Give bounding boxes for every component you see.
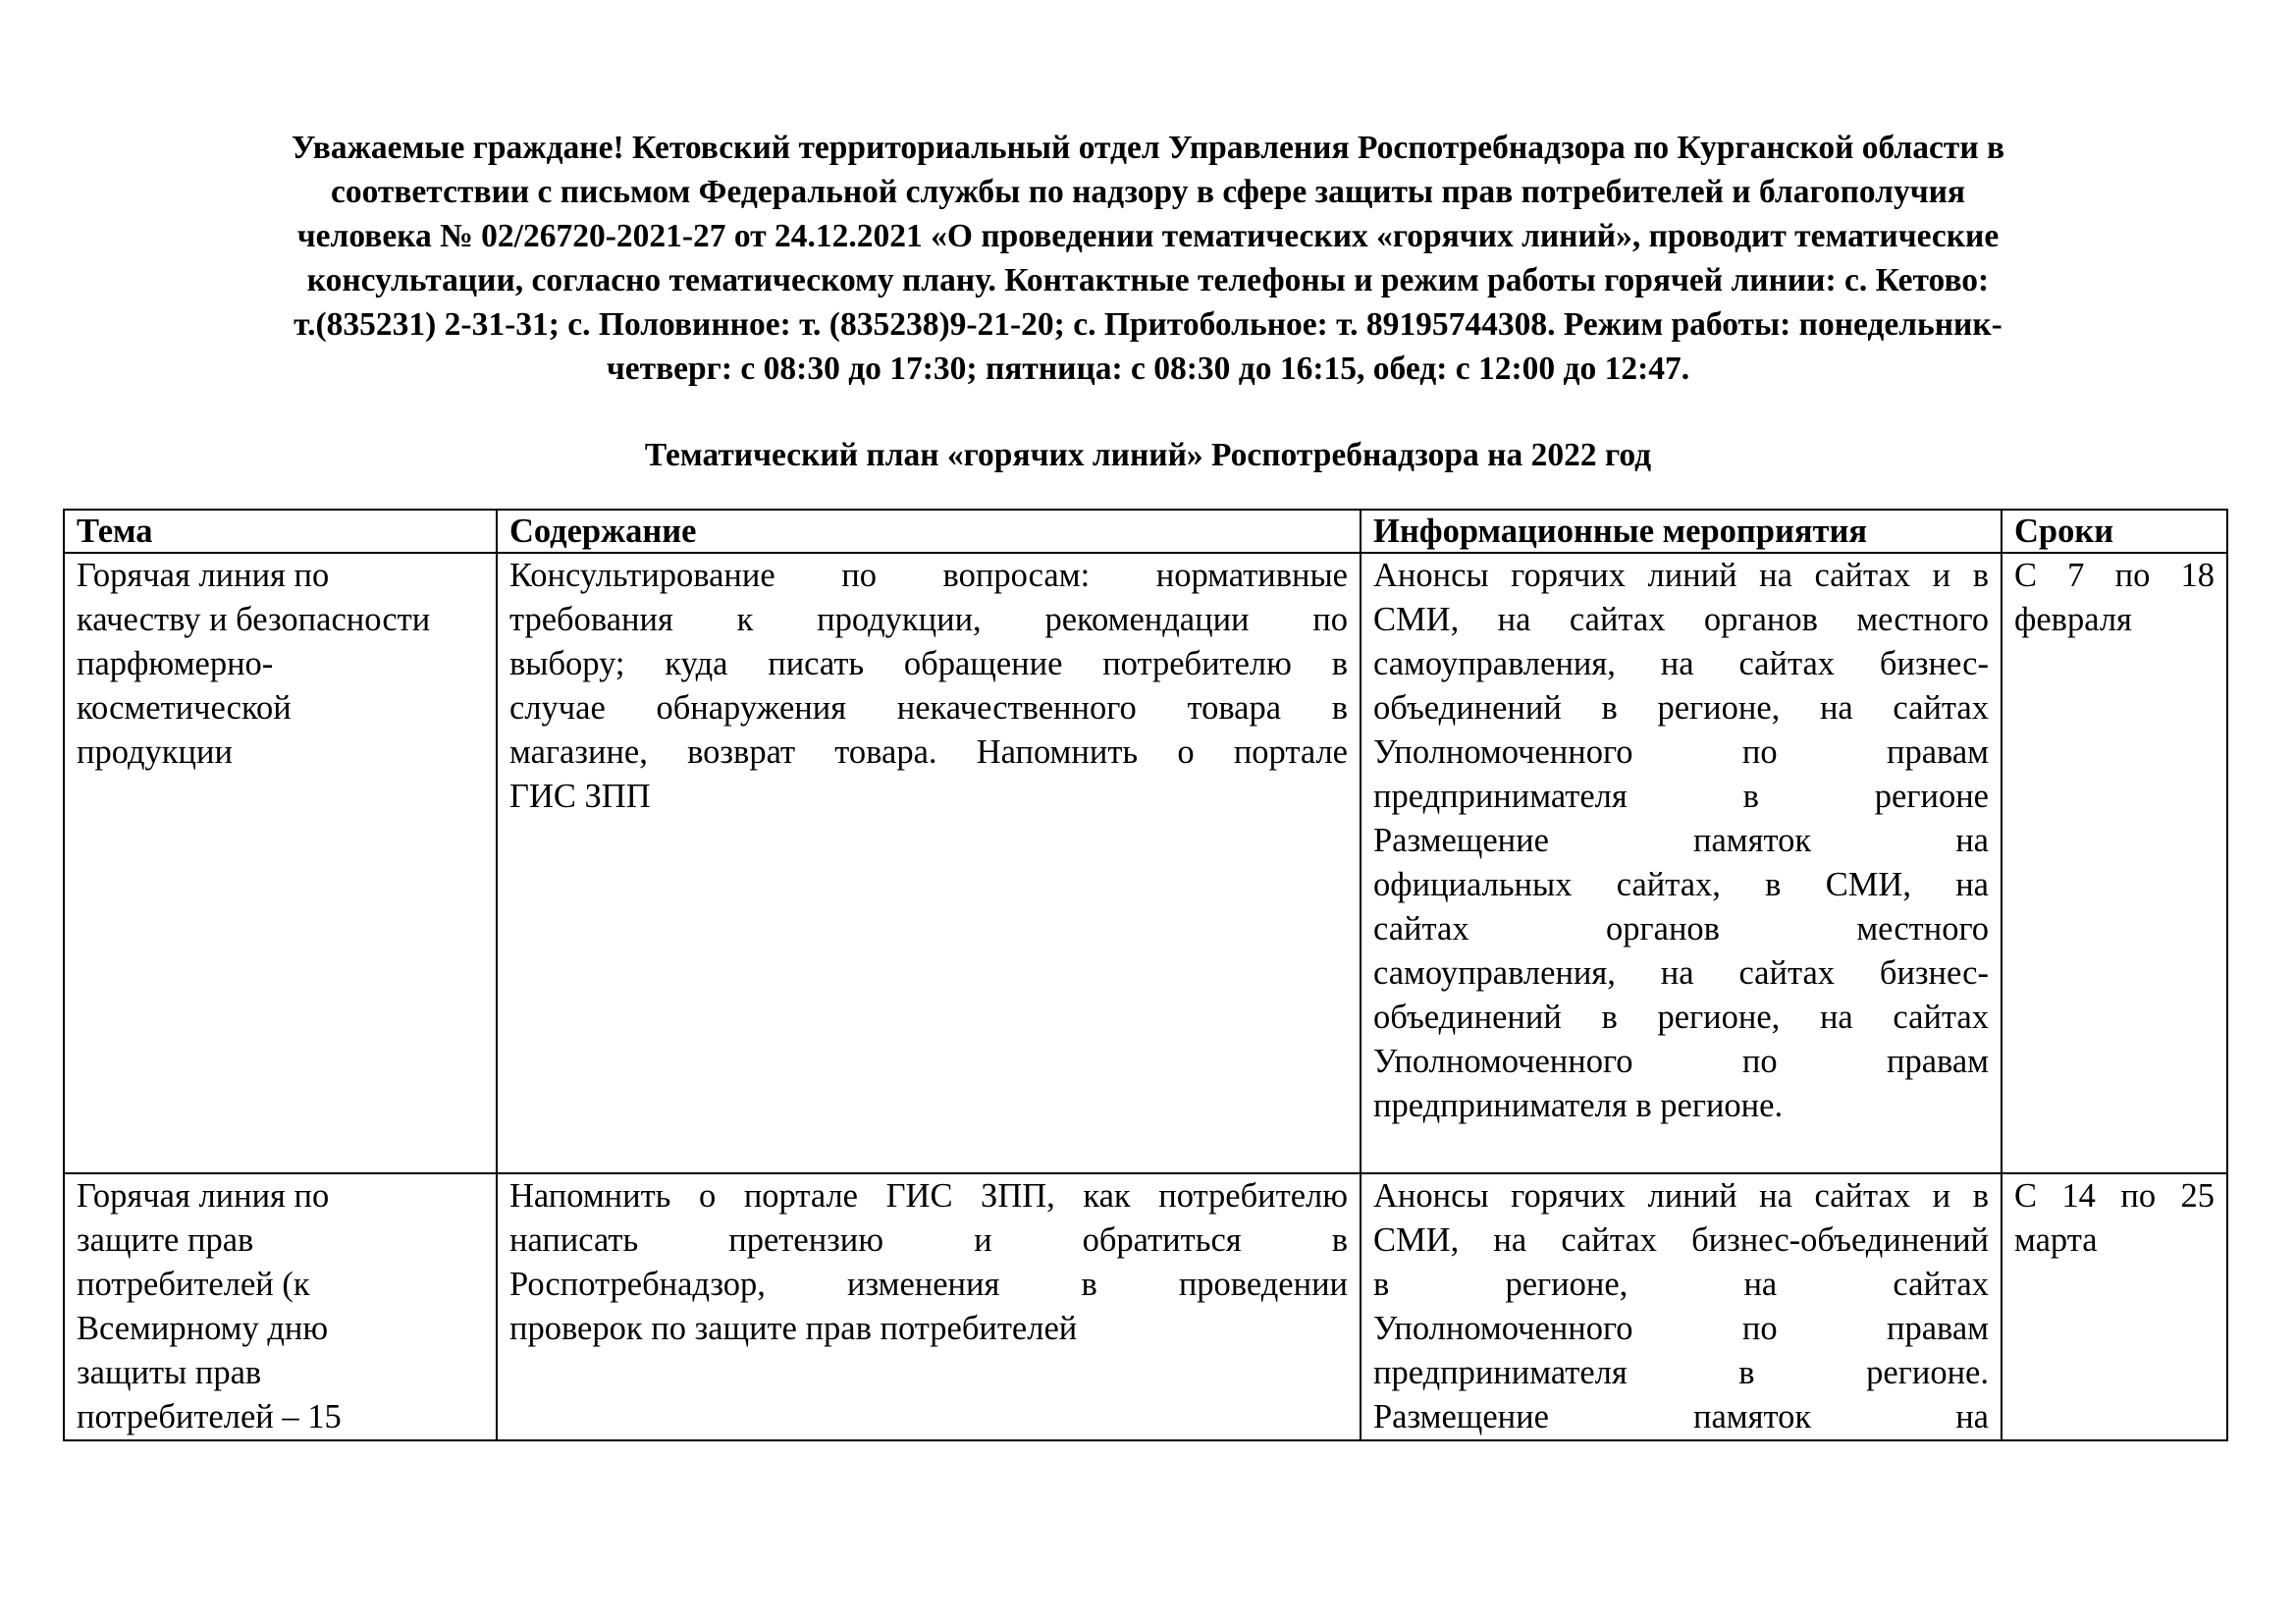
content-line: Роспотребнадзор, изменения в проведении — [509, 1266, 1348, 1303]
intro-line: т.(835231) 2-31-31; с. Половинное: т. (835238)9-21-20; с. Притобольное: т. 89195744308. Режим работы: понедельник- — [294, 306, 2002, 343]
events-line: Анонсы горячих линий на сайтах и в — [1373, 557, 1989, 594]
events-line: объединений в регионе, на сайтах — [1373, 689, 1989, 727]
content-line: Напомнить о портале ГИС ЗПП, как потребителю — [509, 1177, 1348, 1215]
events-line: предпринимателя в регионе — [1373, 778, 1989, 815]
content-line: проверок по защите прав потребителей — [509, 1310, 1078, 1347]
table-row — [64, 1173, 2227, 1440]
events-line: Уполномоченного по правам — [1373, 1043, 1989, 1080]
dates-cell — [2002, 1173, 2227, 1440]
header-events: Информационные мероприятия — [1361, 510, 2002, 553]
topic-line: косметической — [77, 689, 292, 727]
content-line: ГИС ЗПП — [509, 778, 651, 815]
topic-line: потребителей – 15 — [77, 1398, 342, 1435]
content-line: Консультирование по вопросам: нормативные — [509, 557, 1348, 594]
dates-line: февраля — [2014, 601, 2132, 638]
content-cell — [497, 1173, 1361, 1440]
events-line: Уполномоченного по правам — [1373, 1310, 1989, 1347]
content-line: выбору; куда писать обращение потребителю в — [509, 645, 1348, 682]
intro-line: Уважаемые граждане! Кетовский территориальный отдел Управления Роспотребнадзора по Курганской области в — [291, 130, 2005, 166]
events-cell — [1361, 1173, 2002, 1440]
events-line: Размещение памяток на — [1373, 1398, 1989, 1435]
topic-line: продукции — [77, 733, 233, 771]
dates-line: С 7 по 18 — [2014, 557, 2215, 594]
intro-line: четверг: с 08:30 до 17:30; пятница: с 08:30 до 16:15, обед: с 12:00 до 12:47. — [606, 351, 1690, 387]
hotline-plan-table — [63, 509, 2228, 1441]
plan-title: Тематический план «горячих линий» Роспотребнадзора на 2022 год — [644, 437, 1652, 473]
topic-line: парфюмерно- — [77, 645, 274, 682]
events-line: сайтах органов местного — [1373, 910, 1989, 947]
topic-line: потребителей (к — [77, 1266, 310, 1303]
events-line: объединений в регионе, на сайтах — [1373, 999, 1989, 1036]
events-line: Размещение памяток на — [1373, 822, 1989, 859]
dates-cell — [2002, 553, 2227, 1173]
topic-line: защиты прав — [77, 1354, 262, 1391]
topic-cell — [64, 553, 497, 1173]
dates-line: марта — [2014, 1221, 2098, 1259]
content-line: требования к продукции, рекомендации по — [509, 601, 1348, 638]
dates-line: С 14 по 25 — [2014, 1177, 2215, 1215]
events-line: СМИ, на сайтах бизнес-объединений — [1373, 1221, 1989, 1259]
events-line: СМИ, на сайтах органов местного — [1373, 601, 1989, 638]
header-topic: Тема — [64, 510, 497, 553]
intro-notice — [118, 126, 2178, 391]
events-line: Уполномоченного по правам — [1373, 733, 1989, 771]
content-line: магазине, возврат товара. Напомнить о портале — [509, 733, 1348, 771]
events-line: самоуправления, на сайтах бизнес- — [1373, 645, 1989, 682]
topic-line: Горячая линия по — [77, 557, 330, 594]
content-line: написать претензию и обратиться в — [509, 1221, 1348, 1259]
events-line: Анонсы горячих линий на сайтах и в — [1373, 1177, 1989, 1215]
topic-cell — [64, 1173, 497, 1440]
content-cell — [497, 553, 1361, 1173]
events-line: предпринимателя в регионе. — [1373, 1087, 1784, 1124]
events-line: в регионе, на сайтах — [1373, 1266, 1989, 1303]
events-line: самоуправления, на сайтах бизнес- — [1373, 954, 1989, 992]
topic-line: Горячая линия по — [77, 1177, 330, 1215]
intro-line: человека № 02/26720-2021-27 от 24.12.2021 «О проведении тематических «горячих линий», проводит тематические — [296, 218, 2000, 254]
events-cell — [1361, 553, 2002, 1173]
topic-line: Всемирному дню — [77, 1310, 329, 1347]
events-line: официальных сайтах, в СМИ, на — [1373, 866, 1989, 903]
header-content: Содержание — [497, 510, 1361, 553]
table-header-row — [64, 510, 2227, 553]
intro-line: консультации, согласно тематическому плану. Контактные телефоны и режим работы горячей линии: с. Кетово: — [306, 262, 1990, 298]
topic-line: защите прав — [77, 1221, 254, 1259]
topic-line: качеству и безопасности — [77, 601, 431, 638]
intro-line: соответствии с письмом Федеральной службы по надзору в сфере защиты прав потребителей и благополучия — [330, 174, 1966, 210]
header-dates: Сроки — [2002, 510, 2227, 553]
table-row — [64, 553, 2227, 1173]
content-line: случае обнаружения некачественного товара в — [509, 689, 1348, 727]
events-line: предпринимателя в регионе. — [1373, 1354, 1989, 1391]
